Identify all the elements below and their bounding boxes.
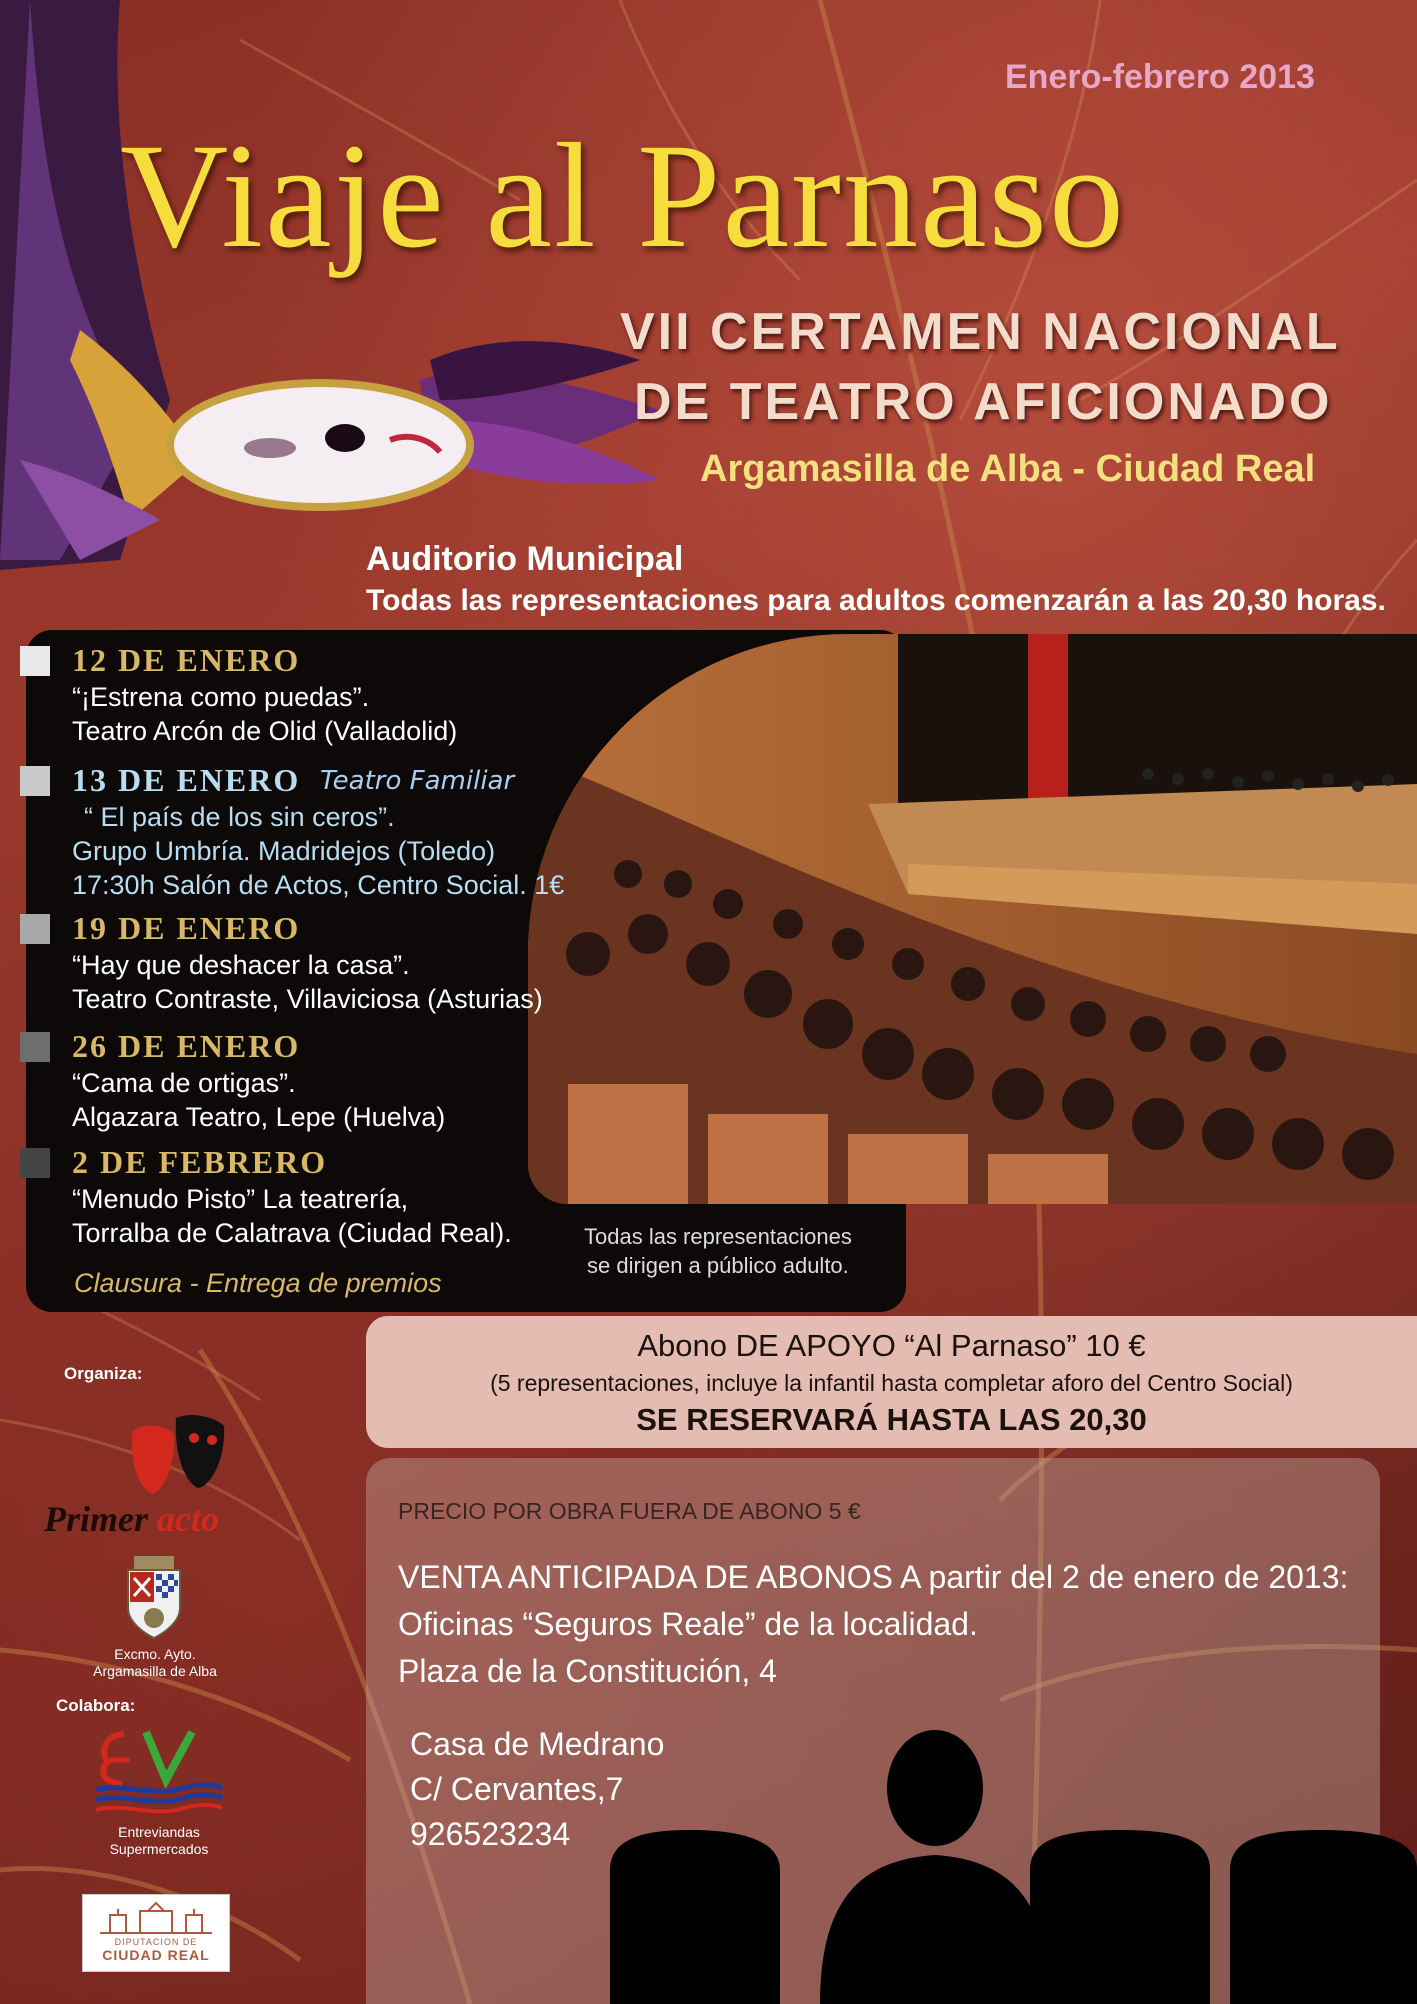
address-line2: C/ Cervantes,7 — [410, 1771, 624, 1807]
event-date: 19 DE ENERO — [72, 910, 301, 946]
audience-silhouette — [600, 1730, 1417, 2004]
event-company: Teatro Arcón de Olid (Valladolid) — [72, 716, 458, 746]
venue-note: Todas las representaciones para adultos comenzarán a las 20,30 horas. — [366, 584, 1386, 617]
address-line1: Casa de Medrano — [410, 1726, 665, 1762]
diputacion-building-icon — [96, 1901, 216, 1935]
primer-acto-logo — [44, 1498, 219, 1540]
carnival-mask-illustration — [0, 0, 680, 570]
subtitle-line1: VII CERTAMEN NACIONAL — [620, 303, 1341, 361]
presale-info — [398, 1554, 1348, 1695]
poster-title: Viaje al Parnaso — [120, 113, 1126, 279]
event-company: Teatro Contraste, Villaviciosa (Asturias) — [72, 984, 543, 1014]
adult-note-line2: se dirigen a público adulto. — [587, 1253, 849, 1278]
date-range: Enero-febrero 2013 — [1005, 58, 1315, 96]
adult-audience-note — [584, 1222, 852, 1280]
event-date: 26 DE ENERO — [72, 1028, 301, 1064]
event-title: “Menudo Pisto” La teatrería, — [72, 1184, 409, 1214]
ev-line1: Entreviandas — [118, 1824, 200, 1840]
bullet-square — [20, 766, 50, 796]
ev-line2: Supermercados — [109, 1841, 209, 1857]
theatre-masks-icon — [124, 1412, 234, 1502]
abono-title: Abono DE APOYO “Al Parnaso” 10 € — [637, 1328, 1146, 1363]
bullet-square — [20, 1148, 50, 1178]
event-tag: Teatro Familiar — [320, 766, 515, 796]
location: Argamasilla de Alba - Ciudad Real — [700, 448, 1316, 490]
event-date: 13 DE ENERO — [72, 762, 301, 798]
presale-line3: Plaza de la Constitución, 4 — [398, 1653, 777, 1689]
presale-line1: VENTA ANTICIPADA DE ABONOS A partir del 2 de enero de 2013: — [398, 1559, 1349, 1595]
bullet-square — [20, 914, 50, 944]
address-line3: 926523234 — [410, 1816, 571, 1852]
diputacion-line1: DIPUTACION DE — [114, 1937, 198, 1947]
subtitle-line2: DE TEATRO AFICIONADO — [634, 373, 1333, 431]
ayto-line1: Excmo. Ayto. — [114, 1646, 196, 1662]
abono-box — [366, 1316, 1417, 1448]
event-company: Grupo Umbría. Madridejos (Toledo) — [72, 836, 496, 866]
town-coat-of-arms-icon — [124, 1556, 184, 1640]
adult-note-line1: Todas las representaciones — [584, 1224, 852, 1249]
diputacion-logo — [82, 1894, 230, 1972]
entreviandas-logo-icon — [94, 1728, 224, 1820]
event-date: 12 DE ENERO — [72, 642, 301, 678]
single-ticket-price: PRECIO POR OBRA FUERA DE ABONO 5 € — [398, 1498, 861, 1524]
auditorium-photo-graphic — [528, 634, 1417, 1204]
event-title: “Hay que deshacer la casa”. — [72, 950, 410, 980]
abono-reservation: SE RESERVARÁ HASTA LAS 20,30 — [636, 1402, 1147, 1437]
colabora-label: Colabora: — [56, 1696, 136, 1715]
auditorium-photo — [528, 634, 1417, 1204]
bullet-square — [20, 1032, 50, 1062]
closing-ceremony: Clausura - Entrega de premios — [74, 1268, 442, 1298]
entreviandas-caption — [84, 1824, 234, 1858]
event-date: 2 DE FEBRERO — [72, 1144, 328, 1180]
abono-details: (5 representaciones, incluye la infantil hasta completar aforo del Centro Social) — [490, 1370, 1293, 1396]
venue-name: Auditorio Municipal — [366, 540, 684, 578]
bullet-square — [20, 646, 50, 676]
presale-line2: Oficinas “Seguros Reale” de la localidad. — [398, 1606, 978, 1642]
primer-acto-word1: Primer — [44, 1499, 148, 1539]
organiza-label: Organiza: — [64, 1364, 143, 1383]
event-title: “Cama de ortigas”. — [72, 1068, 296, 1098]
ayto-logo-caption — [70, 1646, 240, 1680]
event-location: 17:30h Salón de Actos, Centro Social. 1€ — [72, 870, 565, 900]
event-title: “ El país de los sin ceros”. — [84, 802, 395, 832]
event-company: Torralba de Calatrava (Ciudad Real). — [72, 1218, 512, 1248]
event-title: “¡Estrena como puedas”. — [72, 682, 370, 712]
diputacion-line2: CIUDAD REAL — [102, 1947, 210, 1963]
ayto-line2: Argamasilla de Alba — [93, 1663, 217, 1679]
primer-acto-word2: acto — [157, 1499, 219, 1539]
event-company: Algazara Teatro, Lepe (Huelva) — [72, 1102, 446, 1132]
